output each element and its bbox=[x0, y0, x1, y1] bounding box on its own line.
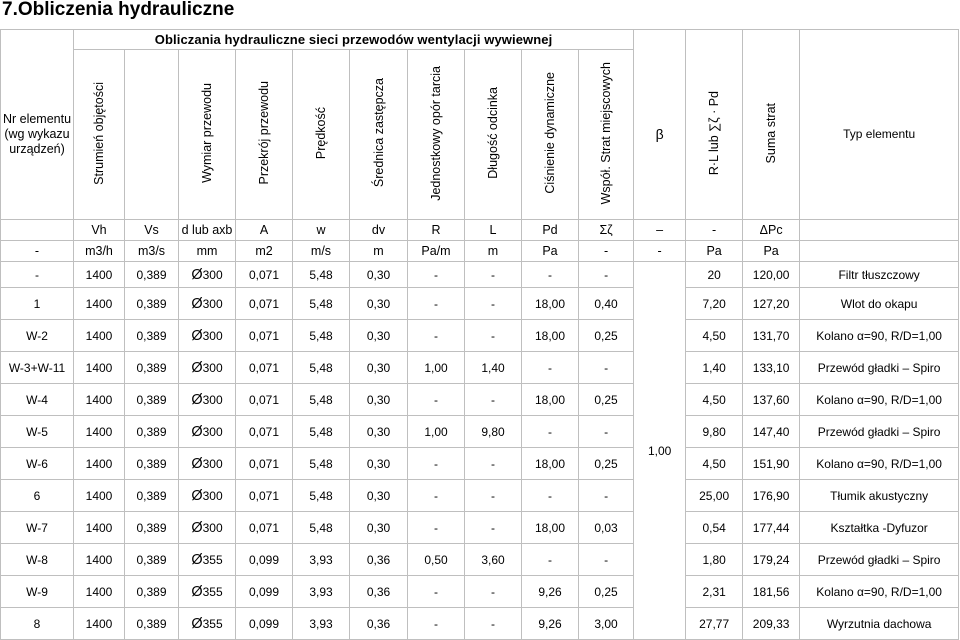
dv-cell: 0,30 bbox=[350, 262, 408, 288]
dv-cell: 0,30 bbox=[350, 384, 408, 416]
vh-cell: 1400 bbox=[74, 262, 125, 288]
r-cell: - bbox=[408, 608, 465, 640]
a-cell: 0,099 bbox=[236, 576, 293, 608]
unit-cell: - bbox=[1, 241, 74, 262]
table-row bbox=[1, 544, 959, 576]
dimension-cell bbox=[179, 384, 236, 416]
nr-cell: W-3+W-11 bbox=[1, 352, 74, 384]
unit-cell: m bbox=[350, 241, 408, 262]
w-cell: 5,48 bbox=[293, 448, 350, 480]
rotated-header-cell bbox=[179, 50, 236, 220]
dv-cell: 0,30 bbox=[350, 416, 408, 448]
type-cell: Kolano α=90, R/D=1,00 bbox=[800, 576, 959, 608]
rotated-header-cell bbox=[579, 50, 634, 220]
sum-cell: 137,60 bbox=[743, 384, 800, 416]
blank-corner-cell bbox=[1, 30, 74, 50]
nr-cell: W-9 bbox=[1, 576, 74, 608]
unit-cell: mm bbox=[179, 241, 236, 262]
rl-cell: 4,50 bbox=[686, 320, 743, 352]
rl-cell: 27,77 bbox=[686, 608, 743, 640]
sum-cell: 147,40 bbox=[743, 416, 800, 448]
unit-cell: Pa bbox=[522, 241, 579, 262]
l-cell: - bbox=[465, 320, 522, 352]
z-cell: - bbox=[579, 352, 634, 384]
vh-cell: 1400 bbox=[74, 416, 125, 448]
a-cell: 0,099 bbox=[236, 608, 293, 640]
r-cell: 0,50 bbox=[408, 544, 465, 576]
nr-cell: 8 bbox=[1, 608, 74, 640]
diameter-value: 300 bbox=[202, 456, 223, 471]
rl-cell: 7,20 bbox=[686, 288, 743, 320]
vs-cell: 0,389 bbox=[125, 544, 179, 576]
vs-cell: 0,389 bbox=[125, 352, 179, 384]
r-cell: - bbox=[408, 512, 465, 544]
unit-cell: m bbox=[465, 241, 522, 262]
sum-cell: 127,20 bbox=[743, 288, 800, 320]
rotated-header: Wymiar przewodu bbox=[200, 83, 214, 183]
vs-cell: 0,389 bbox=[125, 384, 179, 416]
w-cell: 5,48 bbox=[293, 320, 350, 352]
vs-cell: 0,389 bbox=[125, 448, 179, 480]
rl-cell: 4,50 bbox=[686, 384, 743, 416]
diameter-symbol: Ø bbox=[191, 583, 203, 600]
blank-header-cell bbox=[743, 30, 800, 50]
z-cell: 0,25 bbox=[579, 448, 634, 480]
rl-cell: 2,31 bbox=[686, 576, 743, 608]
table-title: Obliczania hydrauliczne sieci przewodów wentylacji wywiewnej bbox=[74, 30, 634, 50]
pd-cell: - bbox=[522, 262, 579, 288]
diameter-value: 300 bbox=[202, 488, 223, 503]
type-cell: Kolano α=90, R/D=1,00 bbox=[800, 384, 959, 416]
blank-header-cell bbox=[634, 30, 686, 50]
z-cell: 0,25 bbox=[579, 384, 634, 416]
dimension-cell bbox=[179, 288, 236, 320]
z-cell: 3,00 bbox=[579, 608, 634, 640]
dv-cell: 0,36 bbox=[350, 576, 408, 608]
unit-cell bbox=[800, 241, 959, 262]
unit-cell: m/s bbox=[293, 241, 350, 262]
l-cell: - bbox=[465, 448, 522, 480]
sum-cell: 120,00 bbox=[743, 262, 800, 288]
table-row bbox=[1, 352, 959, 384]
l-cell: - bbox=[465, 262, 522, 288]
table-row bbox=[1, 416, 959, 448]
nr-cell: W-8 bbox=[1, 544, 74, 576]
symbol-cell: - bbox=[686, 220, 743, 241]
type-cell: Przewód gładki – Spiro bbox=[800, 544, 959, 576]
rl-cell: 1,40 bbox=[686, 352, 743, 384]
nr-cell: W-7 bbox=[1, 512, 74, 544]
dimension-cell bbox=[179, 512, 236, 544]
sum-cell: 177,44 bbox=[743, 512, 800, 544]
vh-cell: 1400 bbox=[74, 384, 125, 416]
type-cell: Wyrzutnia dachowa bbox=[800, 608, 959, 640]
r-cell: - bbox=[408, 576, 465, 608]
rotated-header-cell bbox=[74, 50, 125, 220]
w-cell: 3,93 bbox=[293, 608, 350, 640]
dv-cell: 0,30 bbox=[350, 352, 408, 384]
r-cell: - bbox=[408, 288, 465, 320]
diameter-value: 355 bbox=[202, 552, 223, 567]
z-cell: 0,40 bbox=[579, 288, 634, 320]
symbol-cell bbox=[1, 220, 74, 241]
symbol-cell: ΔPc bbox=[743, 220, 800, 241]
diameter-value: 355 bbox=[202, 584, 223, 599]
a-cell: 0,071 bbox=[236, 288, 293, 320]
pd-cell: - bbox=[522, 544, 579, 576]
vs-cell: 0,389 bbox=[125, 480, 179, 512]
nr-cell: W-6 bbox=[1, 448, 74, 480]
dv-cell: 0,30 bbox=[350, 512, 408, 544]
a-cell: 0,071 bbox=[236, 352, 293, 384]
rotated-header-cell bbox=[125, 50, 179, 220]
w-cell: 3,93 bbox=[293, 544, 350, 576]
w-cell: 5,48 bbox=[293, 352, 350, 384]
rotated-header: Jednostkowy opór tarcia bbox=[429, 65, 443, 201]
a-cell: 0,071 bbox=[236, 384, 293, 416]
dimension-cell bbox=[179, 262, 236, 288]
w-cell: 5,48 bbox=[293, 384, 350, 416]
diameter-symbol: Ø bbox=[191, 423, 203, 440]
type-cell: Kolano α=90, R/D=1,00 bbox=[800, 448, 959, 480]
diameter-symbol: Ø bbox=[191, 551, 203, 568]
nr-elementu-header: Nr elementu (wg wykazu urządzeń) bbox=[1, 50, 74, 220]
l-cell: - bbox=[465, 288, 522, 320]
rotated-header-cell bbox=[522, 50, 579, 220]
w-cell: 5,48 bbox=[293, 480, 350, 512]
pd-cell: 9,26 bbox=[522, 608, 579, 640]
diameter-symbol: Ø bbox=[191, 615, 203, 632]
l-cell: - bbox=[465, 512, 522, 544]
pd-cell: 18,00 bbox=[522, 320, 579, 352]
r-cell: - bbox=[408, 480, 465, 512]
z-cell: - bbox=[579, 480, 634, 512]
type-cell: Kolano α=90, R/D=1,00 bbox=[800, 320, 959, 352]
rl-cell: 25,00 bbox=[686, 480, 743, 512]
dv-cell: 0,30 bbox=[350, 288, 408, 320]
type-cell: Wlot do okapu bbox=[800, 288, 959, 320]
r-cell: - bbox=[408, 262, 465, 288]
dv-cell: 0,30 bbox=[350, 448, 408, 480]
diameter-symbol: Ø bbox=[191, 455, 203, 472]
type-header: Typ elementu bbox=[800, 50, 959, 220]
w-cell: 3,93 bbox=[293, 576, 350, 608]
hydraulic-calculation-table bbox=[0, 29, 959, 640]
dimension-cell bbox=[179, 608, 236, 640]
type-cell: Tłumik akustyczny bbox=[800, 480, 959, 512]
table-row bbox=[1, 480, 959, 512]
diameter-value: 300 bbox=[202, 267, 223, 282]
rotated-header: Współ. Strat miejscowych bbox=[599, 61, 614, 205]
rotated-header: Przekrój przewodu bbox=[257, 81, 271, 185]
nr-cell: W-5 bbox=[1, 416, 74, 448]
rl-cell: 9,80 bbox=[686, 416, 743, 448]
sum-cell: 133,10 bbox=[743, 352, 800, 384]
vs-cell: 0,389 bbox=[125, 512, 179, 544]
pd-cell: - bbox=[522, 480, 579, 512]
a-cell: 0,071 bbox=[236, 480, 293, 512]
vh-cell: 1400 bbox=[74, 544, 125, 576]
z-cell: 0,25 bbox=[579, 576, 634, 608]
diameter-value: 300 bbox=[202, 328, 223, 343]
unit-cell: m3/s bbox=[125, 241, 179, 262]
diameter-symbol: Ø bbox=[191, 391, 203, 408]
blank-header-cell bbox=[686, 30, 743, 50]
l-cell: - bbox=[465, 384, 522, 416]
vs-cell: 0,389 bbox=[125, 608, 179, 640]
pd-cell: 9,26 bbox=[522, 576, 579, 608]
z-cell: - bbox=[579, 416, 634, 448]
column-header-row bbox=[1, 50, 959, 220]
z-cell: - bbox=[579, 262, 634, 288]
sum-header-cell bbox=[743, 50, 800, 220]
sum-cell: 209,33 bbox=[743, 608, 800, 640]
table-row bbox=[1, 262, 959, 288]
z-cell: - bbox=[579, 544, 634, 576]
type-cell: Przewód gładki – Spiro bbox=[800, 416, 959, 448]
rl-cell: 4,50 bbox=[686, 448, 743, 480]
symbol-cell: – bbox=[634, 220, 686, 241]
a-cell: 0,071 bbox=[236, 448, 293, 480]
dimension-cell bbox=[179, 480, 236, 512]
unit-cell: m3/h bbox=[74, 241, 125, 262]
vh-cell: 1400 bbox=[74, 480, 125, 512]
pd-cell: - bbox=[522, 352, 579, 384]
table-row bbox=[1, 512, 959, 544]
nr-cell: W-2 bbox=[1, 320, 74, 352]
a-cell: 0,071 bbox=[236, 320, 293, 352]
dimension-cell bbox=[179, 320, 236, 352]
rl-cell: 1,80 bbox=[686, 544, 743, 576]
l-cell: 1,40 bbox=[465, 352, 522, 384]
diameter-value: 300 bbox=[202, 392, 223, 407]
rotated-header-cell bbox=[350, 50, 408, 220]
a-cell: 0,071 bbox=[236, 512, 293, 544]
dv-cell: 0,30 bbox=[350, 320, 408, 352]
symbol-cell: d lub axb bbox=[179, 220, 236, 241]
r-cell: 1,00 bbox=[408, 416, 465, 448]
l-cell: 3,60 bbox=[465, 544, 522, 576]
a-cell: 0,071 bbox=[236, 262, 293, 288]
dv-cell: 0,36 bbox=[350, 608, 408, 640]
diameter-value: 300 bbox=[202, 360, 223, 375]
table-row bbox=[1, 288, 959, 320]
diameter-symbol: Ø bbox=[191, 359, 203, 376]
vh-cell: 1400 bbox=[74, 576, 125, 608]
sum-cell: 181,56 bbox=[743, 576, 800, 608]
unit-cell: - bbox=[579, 241, 634, 262]
sum-cell: 131,70 bbox=[743, 320, 800, 352]
diameter-symbol: Ø bbox=[191, 327, 203, 344]
sum-cell: 176,90 bbox=[743, 480, 800, 512]
type-cell: Filtr tłuszczowy bbox=[800, 262, 959, 288]
diameter-symbol: Ø bbox=[191, 295, 203, 312]
vh-cell: 1400 bbox=[74, 320, 125, 352]
pd-cell: 18,00 bbox=[522, 384, 579, 416]
vh-cell: 1400 bbox=[74, 288, 125, 320]
table-row bbox=[1, 384, 959, 416]
w-cell: 5,48 bbox=[293, 262, 350, 288]
symbol-cell: Vh bbox=[74, 220, 125, 241]
pd-cell: - bbox=[522, 416, 579, 448]
symbol-cell: dv bbox=[350, 220, 408, 241]
vh-cell: 1400 bbox=[74, 448, 125, 480]
diameter-value: 355 bbox=[202, 616, 223, 631]
symbol-cell: Pd bbox=[522, 220, 579, 241]
dimension-cell bbox=[179, 544, 236, 576]
dv-cell: 0,36 bbox=[350, 544, 408, 576]
vs-cell: 0,389 bbox=[125, 576, 179, 608]
vh-cell: 1400 bbox=[74, 352, 125, 384]
l-cell: 9,80 bbox=[465, 416, 522, 448]
vh-cell: 1400 bbox=[74, 512, 125, 544]
diameter-value: 300 bbox=[202, 424, 223, 439]
beta-value-cell: 1,00 bbox=[634, 262, 686, 640]
pd-cell: 18,00 bbox=[522, 512, 579, 544]
r-cell: - bbox=[408, 448, 465, 480]
diameter-symbol: Ø bbox=[191, 487, 203, 504]
diameter-symbol: Ø bbox=[191, 266, 203, 283]
pd-cell: 18,00 bbox=[522, 288, 579, 320]
unit-cell: Pa bbox=[686, 241, 743, 262]
dimension-cell bbox=[179, 416, 236, 448]
unit-cell: - bbox=[634, 241, 686, 262]
z-cell: 0,03 bbox=[579, 512, 634, 544]
rl-header: R·L lub ∑ζ · Pd bbox=[707, 90, 722, 175]
rl-cell: 0,54 bbox=[686, 512, 743, 544]
r-cell: - bbox=[408, 320, 465, 352]
l-cell: - bbox=[465, 576, 522, 608]
symbol-cell: Σζ bbox=[579, 220, 634, 241]
vs-cell: 0,389 bbox=[125, 288, 179, 320]
symbol-cell: w bbox=[293, 220, 350, 241]
a-cell: 0,099 bbox=[236, 544, 293, 576]
symbol-cell: R bbox=[408, 220, 465, 241]
nr-cell: W-4 bbox=[1, 384, 74, 416]
rotated-header: Średnica zastępcza bbox=[371, 78, 386, 188]
table-row bbox=[1, 448, 959, 480]
unit-cell: m2 bbox=[236, 241, 293, 262]
diameter-value: 300 bbox=[202, 296, 223, 311]
diameter-symbol: Ø bbox=[191, 519, 203, 536]
unit-cell: Pa bbox=[743, 241, 800, 262]
symbol-row bbox=[1, 220, 959, 241]
type-cell: Kształtka -Dyfuzor bbox=[800, 512, 959, 544]
pd-cell: 18,00 bbox=[522, 448, 579, 480]
nr-cell: 1 bbox=[1, 288, 74, 320]
symbol-cell: Vs bbox=[125, 220, 179, 241]
w-cell: 5,48 bbox=[293, 416, 350, 448]
document-title: 7.Obliczenia hydrauliczne bbox=[2, 0, 235, 20]
rotated-header-cell bbox=[293, 50, 350, 220]
dv-cell: 0,30 bbox=[350, 480, 408, 512]
nr-cell: - bbox=[1, 262, 74, 288]
symbol-cell: L bbox=[465, 220, 522, 241]
w-cell: 5,48 bbox=[293, 512, 350, 544]
table-row bbox=[1, 576, 959, 608]
rl-header-cell bbox=[686, 50, 743, 220]
dimension-cell bbox=[179, 576, 236, 608]
nr-cell: 6 bbox=[1, 480, 74, 512]
rotated-header: Długość odcinka bbox=[486, 87, 500, 179]
z-cell: 0,25 bbox=[579, 320, 634, 352]
rotated-header: Strumień objętości bbox=[92, 81, 106, 185]
sum-cell: 151,90 bbox=[743, 448, 800, 480]
sum-cell: 179,24 bbox=[743, 544, 800, 576]
type-cell: Przewód gładki – Spiro bbox=[800, 352, 959, 384]
dimension-cell bbox=[179, 352, 236, 384]
l-cell: - bbox=[465, 608, 522, 640]
sum-header: Suma strat bbox=[764, 102, 779, 163]
w-cell: 5,48 bbox=[293, 288, 350, 320]
diameter-value: 300 bbox=[202, 520, 223, 535]
vh-cell: 1400 bbox=[74, 608, 125, 640]
table-row bbox=[1, 608, 959, 640]
blank-header-cell bbox=[800, 30, 959, 50]
rotated-header-cell bbox=[465, 50, 522, 220]
vs-cell: 0,389 bbox=[125, 416, 179, 448]
symbol-cell: A bbox=[236, 220, 293, 241]
rotated-header: Prędkość bbox=[314, 106, 328, 160]
vs-cell: 0,389 bbox=[125, 320, 179, 352]
a-cell: 0,071 bbox=[236, 416, 293, 448]
rotated-header-cell bbox=[408, 50, 465, 220]
unit-cell: Pa/m bbox=[408, 241, 465, 262]
unit-row bbox=[1, 241, 959, 262]
table-row bbox=[1, 320, 959, 352]
r-cell: 1,00 bbox=[408, 352, 465, 384]
rotated-header: Ciśnienie dynamiczne bbox=[543, 72, 557, 194]
l-cell: - bbox=[465, 480, 522, 512]
vs-cell: 0,389 bbox=[125, 262, 179, 288]
rotated-header-cell bbox=[236, 50, 293, 220]
rl-cell: 20 bbox=[686, 262, 743, 288]
symbol-cell bbox=[800, 220, 959, 241]
dimension-cell bbox=[179, 448, 236, 480]
beta-header: β bbox=[634, 50, 686, 220]
r-cell: - bbox=[408, 384, 465, 416]
